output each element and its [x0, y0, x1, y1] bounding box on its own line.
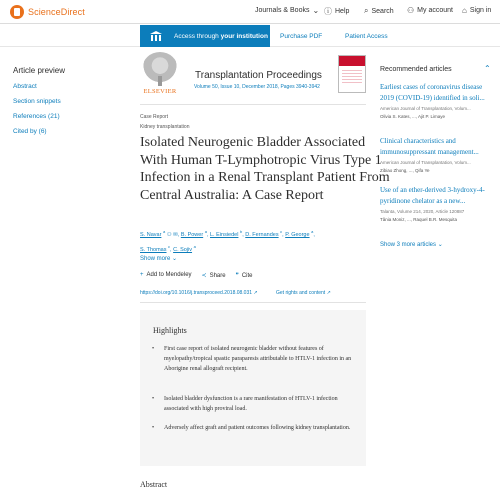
mendeley-label: Add to Mendeley	[146, 272, 192, 278]
external-link-icon: ↗	[253, 290, 258, 296]
show-more-articles-label: Show 3 more articles	[380, 242, 437, 248]
search-link[interactable]	[364, 6, 394, 16]
elsevier-wordmark: ELSEVIER	[143, 88, 177, 95]
sciencedirect-logo[interactable]	[10, 5, 85, 19]
divider	[140, 104, 366, 105]
show-more-label: Show more	[140, 256, 171, 262]
abstract-heading: Abstract	[140, 480, 168, 489]
my-account-label: My account	[417, 7, 453, 14]
institution-label: Access through your institution	[174, 32, 268, 40]
rights-text: Get rights and content	[276, 290, 326, 296]
recommended-title-link[interactable]: Earliest cases of coronavirus disease 2019 (COVID-19) identified in soli...	[380, 83, 485, 102]
person-icon[interactable]: ⚇	[166, 231, 172, 238]
share-icon: ≺	[201, 273, 207, 279]
divider	[140, 302, 366, 303]
chevron-down-icon: ⌄	[437, 242, 443, 248]
cite-button[interactable]	[236, 272, 253, 279]
collapse-chevron-icon[interactable]: ⌃	[484, 64, 491, 73]
my-account-link[interactable]	[407, 6, 453, 15]
highlight-item	[152, 344, 362, 374]
author-link[interactable]: S. Thomas	[140, 247, 167, 254]
journal-title[interactable]: Transplantation Proceedings	[195, 70, 322, 81]
logo-icon	[10, 5, 24, 19]
highlight-text: Isolated bladder dysfunction is a rare manifestation of HTLV-1 infection associated with high proviral load.	[164, 396, 338, 412]
recommended-authors: Zibiao Zhong, ..., Qifa Ye	[380, 168, 430, 173]
quote-icon: ❞	[235, 273, 239, 279]
patient-access-link[interactable]: Patient Access	[345, 33, 388, 40]
mail-icon[interactable]: ✉	[173, 231, 178, 238]
author-line: S. Thomas $^c$, C. Sojiv $^a$	[140, 244, 196, 254]
recommended-item	[380, 185, 492, 222]
journals-books-label: Journals & Books	[255, 7, 310, 14]
highlight-item	[152, 423, 362, 433]
help-label: Help	[335, 8, 350, 15]
search-label: Search	[371, 7, 394, 15]
author-link[interactable]: B. Power	[180, 231, 204, 238]
help-icon: ⓘ	[324, 7, 332, 16]
elsevier-tree-icon	[142, 52, 178, 86]
add-to-mendeley-button[interactable]	[140, 272, 192, 279]
author-line: S. Navar $^a$ ⚇ ✉, B. Power $^a$, L. Einsiedel $^b$, D. Fernandes $^c$, P. George $^a$,	[140, 229, 315, 238]
recommended-source: American Journal of Transplantation, Volum...	[380, 106, 471, 111]
logo-text: ScienceDirect	[28, 7, 85, 17]
recommended-heading: Recommended articles	[380, 66, 452, 73]
bullet: •	[152, 346, 155, 352]
article-actions	[140, 272, 253, 279]
highlight-item	[152, 394, 362, 414]
author-link[interactable]: L. Einsiedel	[210, 231, 239, 238]
author-link[interactable]: D. Fernandes	[245, 231, 279, 238]
show-more-button[interactable]	[140, 255, 177, 262]
building-icon: ⌂	[462, 6, 467, 15]
sidebar-link-section-snippets[interactable]: Section snippets	[13, 98, 61, 105]
sidebar-link-abstract[interactable]: Abstract	[13, 83, 37, 90]
recommended-authors: Olivia S. Kates, ..., Ajit P. Limaye	[380, 114, 445, 119]
author-link[interactable]: S. Navar	[140, 231, 162, 238]
plus-icon: +	[140, 272, 144, 278]
show-more-articles-button[interactable]	[380, 241, 443, 248]
institution-icon	[150, 31, 162, 41]
search-icon: ⌕	[364, 6, 369, 15]
journal-meta[interactable]: Volume 50, Issue 10, December 2018, Pages 3940-3942	[194, 84, 320, 90]
doi-link[interactable]	[140, 290, 258, 296]
help-link[interactable]	[324, 6, 349, 17]
recommended-authors: Tânia Moniz, ..., Raquel B.R. Mesquita	[380, 217, 458, 222]
recommended-title-link[interactable]: Use of an ether-derived 3-hydroxy-4-pyridinone chelator as a new...	[380, 186, 485, 205]
share-label: Share	[209, 273, 226, 279]
recommended-item	[380, 136, 492, 173]
highlight-text: Adversely affect graft and patient outcomes following kidney transplantation.	[164, 425, 351, 431]
article-preview-heading: Article preview	[13, 66, 66, 75]
author-list	[140, 226, 370, 257]
bullet: •	[152, 425, 155, 431]
cite-label: Cite	[241, 273, 253, 279]
purchase-pdf-link[interactable]: Purchase PDF	[280, 33, 323, 40]
person-icon: ⚇	[407, 6, 415, 15]
chevron-down-icon: ⌄	[172, 256, 178, 262]
external-link-icon: ↗	[326, 290, 331, 296]
article-subtype: Kidney transplantation	[140, 124, 190, 130]
elsevier-logo[interactable]	[140, 52, 180, 98]
sign-in-label: Sign in	[469, 7, 492, 14]
top-bar	[0, 0, 500, 24]
rights-link[interactable]	[276, 290, 331, 296]
author-link[interactable]: C. Sojiv	[173, 247, 193, 254]
sidebar-link-references[interactable]: References (21)	[13, 113, 60, 120]
journal-cover-image[interactable]	[338, 55, 366, 93]
sidebar-link-cited-by[interactable]: Cited by (6)	[13, 128, 47, 135]
recommended-item	[380, 82, 492, 119]
sign-in-link[interactable]	[462, 6, 491, 15]
recommended-title-link[interactable]: Clinical characteristics and immunosuppressant management...	[380, 137, 479, 156]
author-link[interactable]: P. George	[285, 231, 310, 238]
recommended-source: American Journal of Transplantation, Volum...	[380, 160, 471, 165]
article-title: Isolated Neurogenic Bladder Associated With Human T-Lymphotropic Virus Type 1 Infection in a Renal Transplant Patient From Central Australia: A Case Report	[140, 135, 390, 203]
chevron-down-icon: ⌄	[312, 6, 320, 15]
highlights-box	[140, 310, 366, 466]
highlight-text: First case report of isolated neurogenic bladder without features of myelopathy/tropical spastic paraparesis attributable to HTLV-1 infection in an Aborigine renal allograft recipient.	[164, 346, 352, 372]
share-button[interactable]	[202, 272, 226, 279]
recommended-source: Talanta, Volume 214, 2020, Article 120887	[380, 209, 465, 214]
highlights-heading: Highlights	[153, 326, 187, 335]
doi-text: https://doi.org/10.1016/j.transproceed.2018.08.031	[140, 290, 253, 296]
access-institution-button[interactable]	[140, 25, 270, 47]
article-type: Case Report	[140, 114, 169, 120]
bullet: •	[152, 396, 155, 402]
journals-books-menu[interactable]	[255, 6, 322, 15]
